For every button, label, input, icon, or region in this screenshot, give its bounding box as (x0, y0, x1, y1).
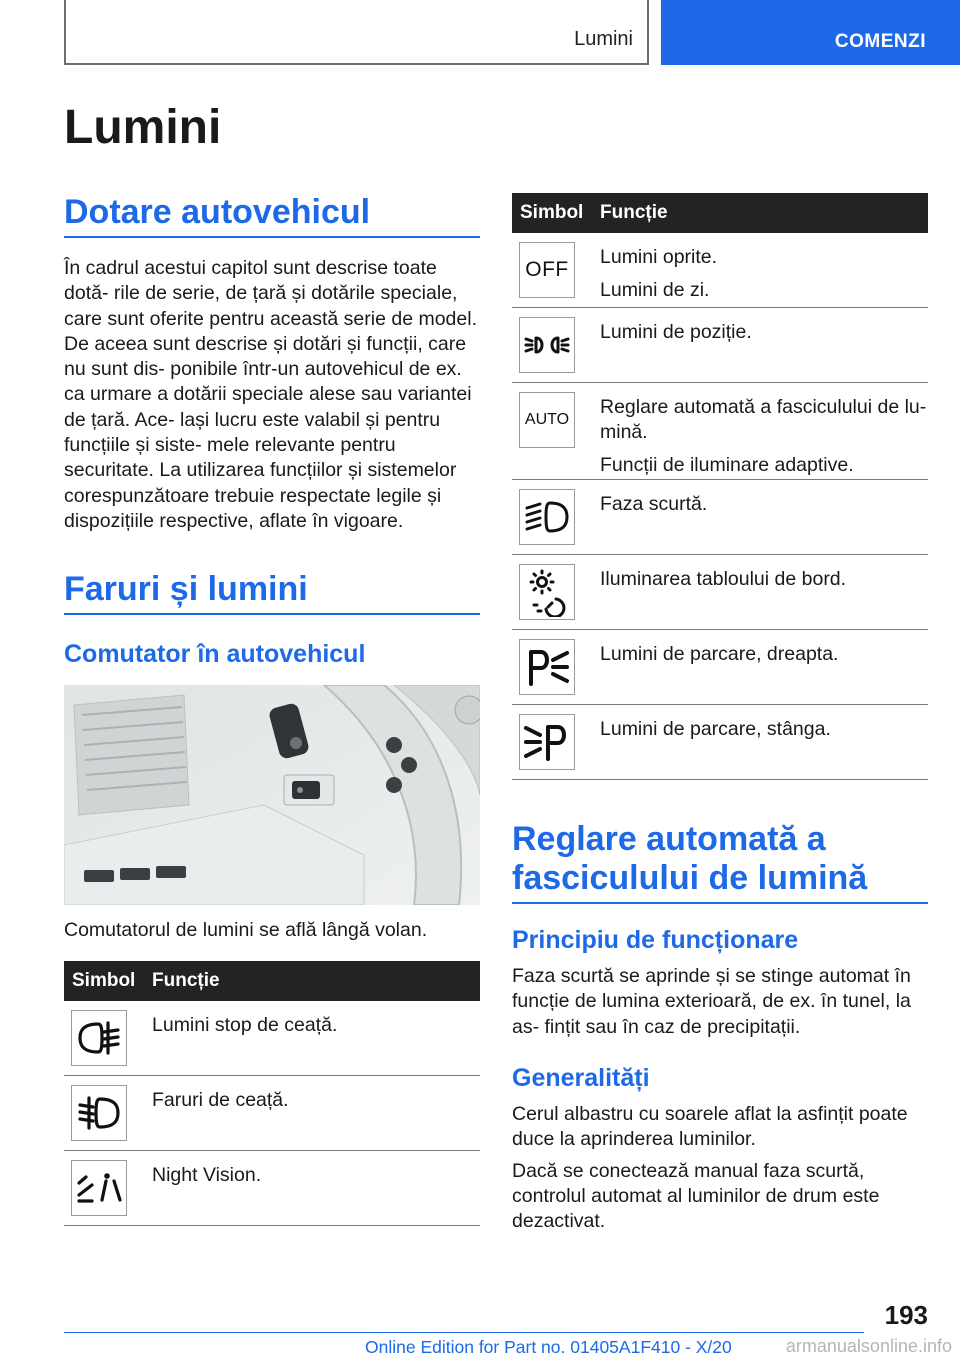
auto-icon (519, 392, 575, 448)
low-beam-icon (519, 489, 575, 545)
column-symbol: Simbol (72, 970, 136, 991)
general-paragraphs (512, 1102, 928, 1234)
heading-equipment: Dotare autovehicul (64, 193, 480, 238)
night-vision-icon (71, 1160, 127, 1216)
page-number: 193 (884, 1300, 928, 1330)
table-row (512, 383, 928, 480)
header-chapter-label: COMENZI (834, 31, 926, 52)
table-row (512, 308, 928, 383)
rear-fog-light-icon (71, 1010, 127, 1066)
table-row (512, 480, 928, 555)
function-text: Faruri de ceață. (152, 1089, 289, 1111)
general-text-2: Dacă se conectează manual faza scurtă, controlul automat al luminilor de drum este dezactivat. (512, 1159, 880, 1233)
function-cell (600, 308, 928, 382)
general-text-1: Cerul albastru cu soarele aflat la asfințit poate duce la aprinderea luminilor. (512, 1103, 908, 1151)
position-lights-icon (519, 317, 575, 373)
function-text: Reglare automată a fasciculului de lu- mină. (600, 396, 927, 443)
table-header (512, 193, 928, 233)
table-row (512, 630, 928, 705)
table-row (512, 705, 928, 780)
table-header (64, 961, 480, 1001)
watermark: armanualsonline.info (785, 1336, 952, 1356)
footer-edition: Online Edition for Part no. 01405A1F410 - X/20 (365, 1337, 732, 1357)
table-row (64, 1001, 480, 1076)
right-symbol-table (512, 193, 928, 780)
function-text: Lumini de parcare, dreapta. (600, 643, 839, 665)
function-cell (152, 1001, 480, 1075)
heading-principle: Principiu de funcționare (512, 926, 799, 954)
column-function: Funcție (152, 970, 220, 991)
principle-paragraph: Faza scurtă se aprinde și se stinge automat în funcție de lumina exterioară, de ex. în tunel, la as- fințit sau în caz de precipitații. (512, 965, 911, 1038)
function-cell (152, 1076, 480, 1150)
function-cell (600, 383, 928, 479)
function-text: Lumini de parcare, stânga. (600, 718, 831, 740)
function-text: Lumini oprite. (600, 246, 718, 268)
front-fog-light-icon (71, 1085, 127, 1141)
off-icon (519, 242, 575, 298)
function-text: Faza scurtă. (600, 493, 708, 515)
auto-symbol-text: AUTO (524, 411, 570, 428)
function-cell (152, 1151, 480, 1225)
parking-light-left-icon (519, 714, 575, 770)
left-symbol-table (64, 961, 480, 1226)
function-text: Night Vision. (152, 1164, 262, 1186)
function-text: Lumini de poziție. (600, 321, 752, 343)
header-chapter-tab (661, 0, 960, 65)
function-cell (600, 705, 928, 779)
page-title: Lumini (64, 101, 222, 154)
off-symbol-text: OFF (525, 258, 569, 281)
function-cell (600, 233, 928, 307)
function-text: Iluminarea tabloului de bord. (600, 568, 847, 590)
function-text: Lumini stop de ceață. (152, 1014, 338, 1036)
header-section-label: Lumini (574, 28, 633, 50)
footer-divider (64, 1332, 864, 1333)
instrument-lighting-icon (519, 564, 575, 620)
equipment-text: În cadrul acestui capitol sunt descrise toate dotă- rile de serie, de țară și dotările speciale, care sunt oferite pentru această serie de model. De aceea sunt descrise și dotări și funcții, care nu sunt dis- ponibile într-un autovehicul de ex. ca urmare a dotării speciale alese sau variantei de țară. Ace- lași lucru este valabil și pentru funcțiile și siste- mele relevante pentru securitate. La utilizarea funcțiilor și sistemelor corespunzătoare trebuie respectate legile și dispozițiile respective, aflate în vigoare. (64, 257, 477, 532)
light-switch-photo (64, 685, 480, 905)
function-cell (600, 630, 928, 704)
parking-light-right-icon (519, 639, 575, 695)
heading-lights: Faruri și lumini (64, 570, 480, 615)
function-cell (600, 555, 928, 629)
heading-general: Generalități (512, 1064, 650, 1092)
equipment-paragraph (64, 256, 480, 534)
table-row (512, 233, 928, 308)
table-row (64, 1076, 480, 1151)
header-section-tab (64, 0, 649, 65)
function-cell (600, 480, 928, 554)
column-function: Funcție (600, 202, 668, 223)
function-text: Lumini de zi. (600, 279, 710, 301)
heading-auto-beam: Reglare automată a fasciculului de lumină (512, 820, 928, 904)
photo-caption: Comutatorul de lumini se află lângă volan. (64, 919, 428, 941)
column-symbol: Simbol (520, 202, 584, 223)
heading-switch: Comutator în autovehicul (64, 640, 366, 668)
table-row (512, 555, 928, 630)
table-row (64, 1151, 480, 1226)
function-text: Funcții de iluminare adaptive. (600, 454, 854, 476)
